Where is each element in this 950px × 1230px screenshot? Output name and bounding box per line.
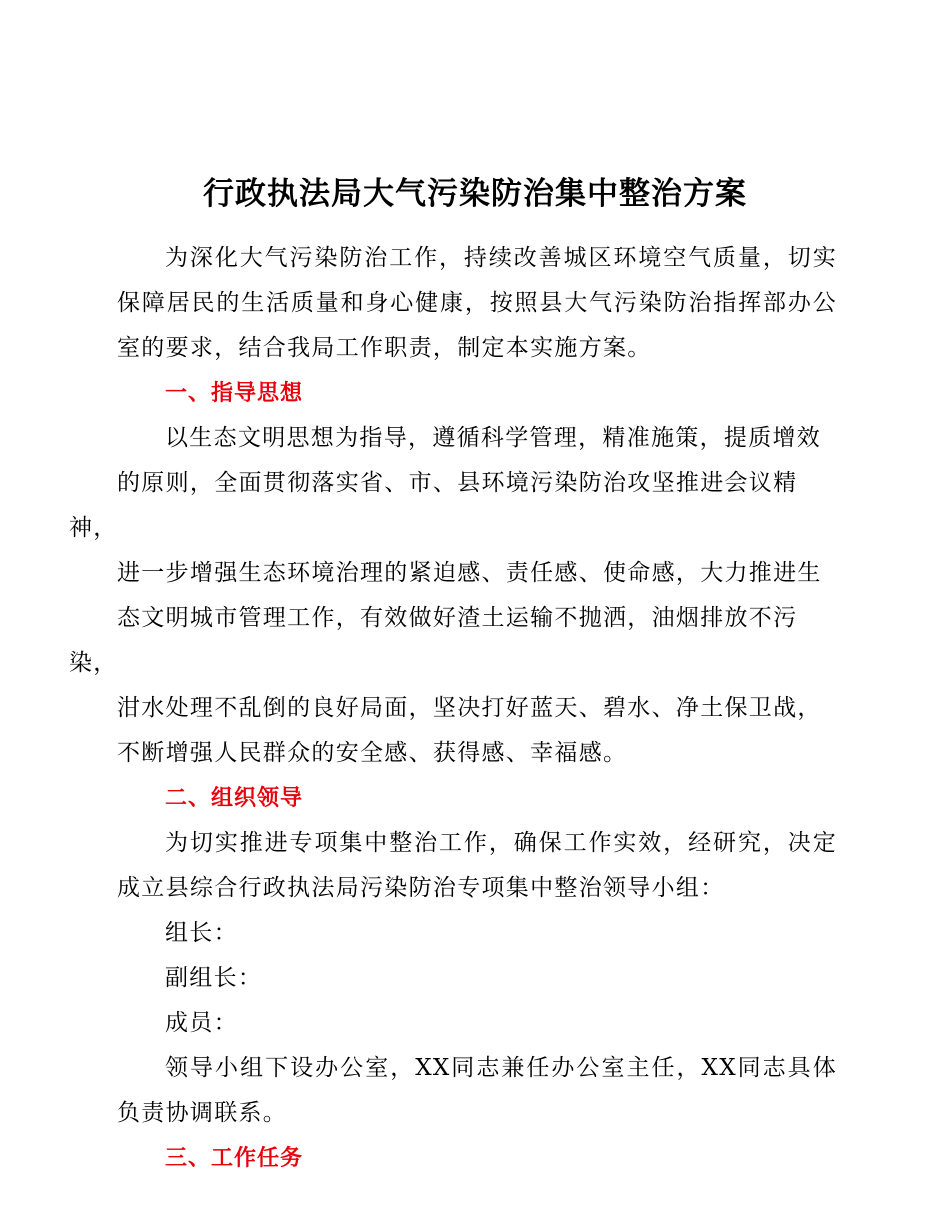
paragraph-line: 泔水处理不乱倒的良好局面，坚决打好蓝天、碧水、净土保卫战，: [117, 695, 822, 721]
paragraph-line: 以生态文明思想为指导，遵循科学管理，精准施策，提质增效: [165, 425, 822, 451]
document-body: [69, 236, 837, 1181]
role-members: 成员：: [165, 1010, 238, 1036]
role-deputy-leader: 副组长：: [165, 965, 263, 991]
document-title: 行政执法局大气污染防治集中整治方案: [203, 176, 747, 212]
office-paragraph: 领导小组下设办公室，XX同志兼任办公室主任，XX同志具体负责协调联系。: [117, 1055, 837, 1126]
guiding-ideology-paragraph: [69, 416, 837, 776]
paragraph-line: 不断增强人民群众的安全感、获得感、幸福感。: [117, 740, 628, 766]
intro-paragraph: 为深化大气污染防治工作，持续改善城区环境空气质量，切实保障居民的生活质量和身心健康，按照县大气污染防治指挥部办公室的要求，结合我局工作职责，制定本实施方案。: [117, 245, 837, 361]
paragraph-line: 的原则，全面贯彻落实省、市、县环境污染防治攻坚推进会议精神，: [69, 470, 798, 541]
role-leader: 组长：: [165, 920, 238, 946]
paragraph-line: 态文明城市管理工作，有效做好渣土运输不抛洒，油烟排放不污染，: [69, 605, 798, 676]
section-heading-guiding-ideology: 一、指导思想: [165, 381, 304, 406]
paragraph-line: 进一步增强生态环境治理的紧迫感、责任感、使命感，大力推进生: [117, 560, 822, 586]
organization-paragraph: 为切实推进专项集中整治工作，确保工作实效，经研究，决定成立县综合行政执法局污染防治专项集中整治领导小组：: [117, 830, 837, 901]
section-heading-tasks: 三、工作任务: [165, 1146, 304, 1171]
section-heading-organization: 二、组织领导: [165, 786, 304, 811]
